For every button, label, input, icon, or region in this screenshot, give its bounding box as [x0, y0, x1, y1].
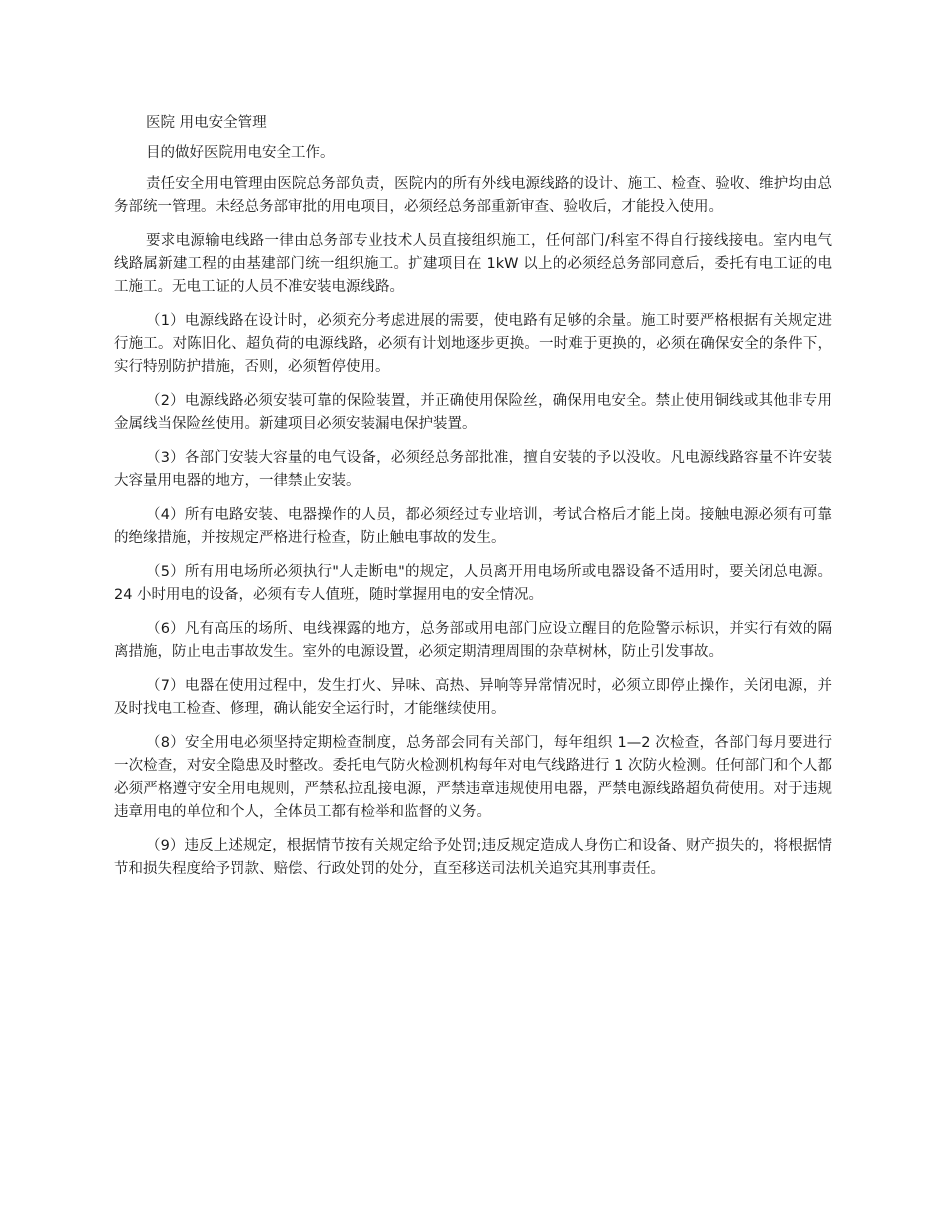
- responsibility-paragraph: 责任安全用电管理由医院总务部负责，医院内的所有外线电源线路的设计、施工、检查、验收、维护均由总务部统一管理。未经总务部审批的用电项目，必须经总务部重新审查、验收后，才能投入使用。: [114, 176, 832, 215]
- purpose-paragraph: 目的做好医院用电安全工作。: [146, 145, 335, 161]
- document-title: 医院 用电安全管理: [146, 115, 267, 131]
- rule-item-1: （1）电源线路在设计时，必须充分考虑进展的需要，使电路有足够的余量。施工时要严格根据有关规定进行施工。对陈旧化、超负荷的电源线路，必须有计划地逐步更换。一时难于更换的，必须在确保安全的条件下，实行特别防护措施，否则，必须暂停使用。: [114, 313, 832, 375]
- rule-item-5: （5）所有用电场所必须执行"人走断电"的规定，人员离开用电场所或电器设备不适用时，要关闭总电源。24 小时用电的设备，必须有专人值班，随时掌握用电的安全情况。: [114, 564, 832, 603]
- rule-item-7: （7）电器在使用过程中，发生打火、异味、高热、异响等异常情况时，必须立即停止操作，关闭电源，并及时找电工检查、修理，确认能安全运行时，才能继续使用。: [114, 678, 832, 717]
- rule-item-4: （4）所有电路安装、电器操作的人员，都必须经过专业培训，考试合格后才能上岗。接触电源必须有可靠的绝缘措施，并按规定严格进行检查，防止触电事故的发生。: [114, 507, 832, 546]
- rule-item-8: （8）安全用电必须坚持定期检查制度，总务部会同有关部门，每年组织 1—2 次检查，各部门每月要进行一次检查，对安全隐患及时整改。委托电气防火检测机构每年对电气线路进行 1 次防火检测。任何部门和个人都必须严格遵守安全用电规则，严禁私拉乱接电源，严禁违章违规使用电器，严禁电源线路超负荷使用。对于违规违章用电的单位和个人，全体员工都有检举和监督的义务。: [114, 735, 832, 820]
- requirements-paragraph: 要求电源输电线路一律由总务部专业技术人员直接组织施工，任何部门/科室不得自行接线接电。室内电气线路属新建工程的由基建部门统一组织施工。扩建项目在 1kW 以上的必须经总务部同意后，委托有电工证的电工施工。无电工证的人员不准安装电源线路。: [114, 233, 832, 295]
- rule-item-9: （9）违反上述规定，根据情节按有关规定给予处罚;违反规定造成人身伤亡和设备、财产损失的，将根据情节和损失程度给予罚款、赔偿、行政处罚的处分，直至移送司法机关追究其刑事责任。: [114, 838, 832, 877]
- document-page: [114, 112, 832, 892]
- rule-item-6: （6）凡有高压的场所、电线裸露的地方，总务部或用电部门应设立醒目的危险警示标识，并实行有效的隔离措施，防止电击事故发生。室外的电源设置，必须定期清理周围的杂草树林，防止引发事故。: [114, 621, 832, 660]
- rule-item-3: （3）各部门安装大容量的电气设备，必须经总务部批准，擅自安装的予以没收。凡电源线路容量不许安装大容量用电器的地方，一律禁止安装。: [114, 450, 832, 489]
- rule-item-2: （2）电源线路必须安装可靠的保险装置，并正确使用保险丝，确保用电安全。禁止使用铜线或其他非专用金属线当保险丝使用。新建项目必须安装漏电保护装置。: [114, 393, 832, 432]
